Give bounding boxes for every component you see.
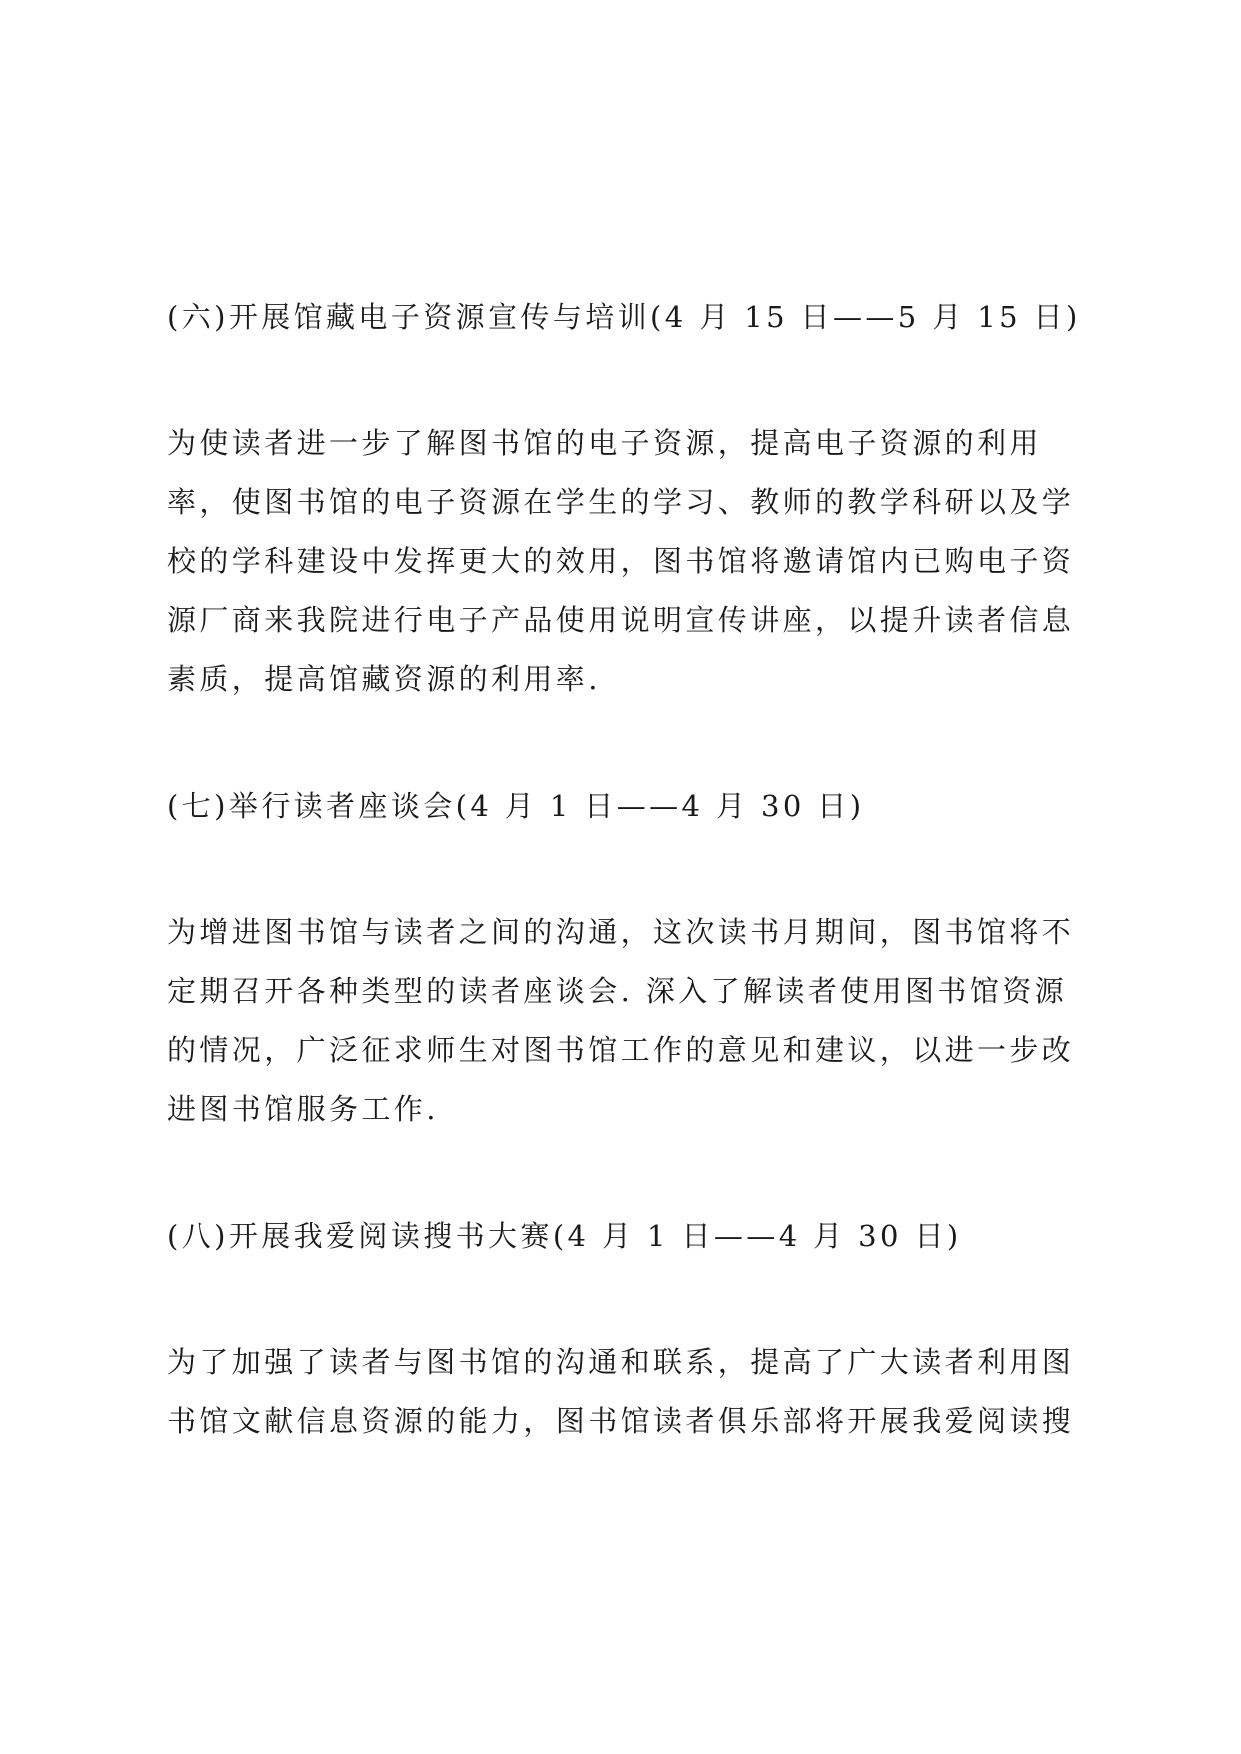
paragraph-line: 为使读者进一步了解图书馆的电子资源，提高电子资源的利用 (167, 426, 1042, 460)
section-heading-6: (六)开展馆藏电子资源宣传与培训(4 月 15 日——5 月 15 日) (167, 300, 1081, 334)
paragraph-line: 素质，提高馆藏资源的利用率. (167, 662, 601, 696)
section-heading-8: (八)开展我爱阅读搜书大赛(4 月 1 日——4 月 30 日) (167, 1219, 962, 1253)
paragraph-line: 的情况，广泛征求师生对图书馆工作的意见和建议，以进一步改 (167, 1033, 1075, 1067)
paragraph-line: 为增进图书馆与读者之间的沟通，这次读书月期间，图书馆将不 (167, 915, 1075, 949)
paragraph-line: 定期召开各种类型的读者座谈会. 深入了解读者使用图书馆资源 (167, 974, 1068, 1008)
paragraph-line: 书馆文献信息资源的能力，图书馆读者俱乐部将开展我爱阅读搜 (167, 1404, 1075, 1438)
paragraph-line: 进图书馆服务工作. (167, 1092, 439, 1126)
paragraph-line: 为了加强了读者与图书馆的沟通和联系，提高了广大读者利用图 (167, 1345, 1075, 1379)
paragraph-line: 源厂商来我院进行电子产品使用说明宣传讲座，以提升读者信息 (167, 603, 1075, 637)
section-heading-7: (七)举行读者座谈会(4 月 1 日——4 月 30 日) (167, 789, 865, 823)
paragraph-line: 校的学科建设中发挥更大的效用，图书馆将邀请馆内已购电子资 (167, 544, 1075, 578)
paragraph-line: 率，使图书馆的电子资源在学生的学习、教师的教学科研以及学 (167, 485, 1075, 519)
